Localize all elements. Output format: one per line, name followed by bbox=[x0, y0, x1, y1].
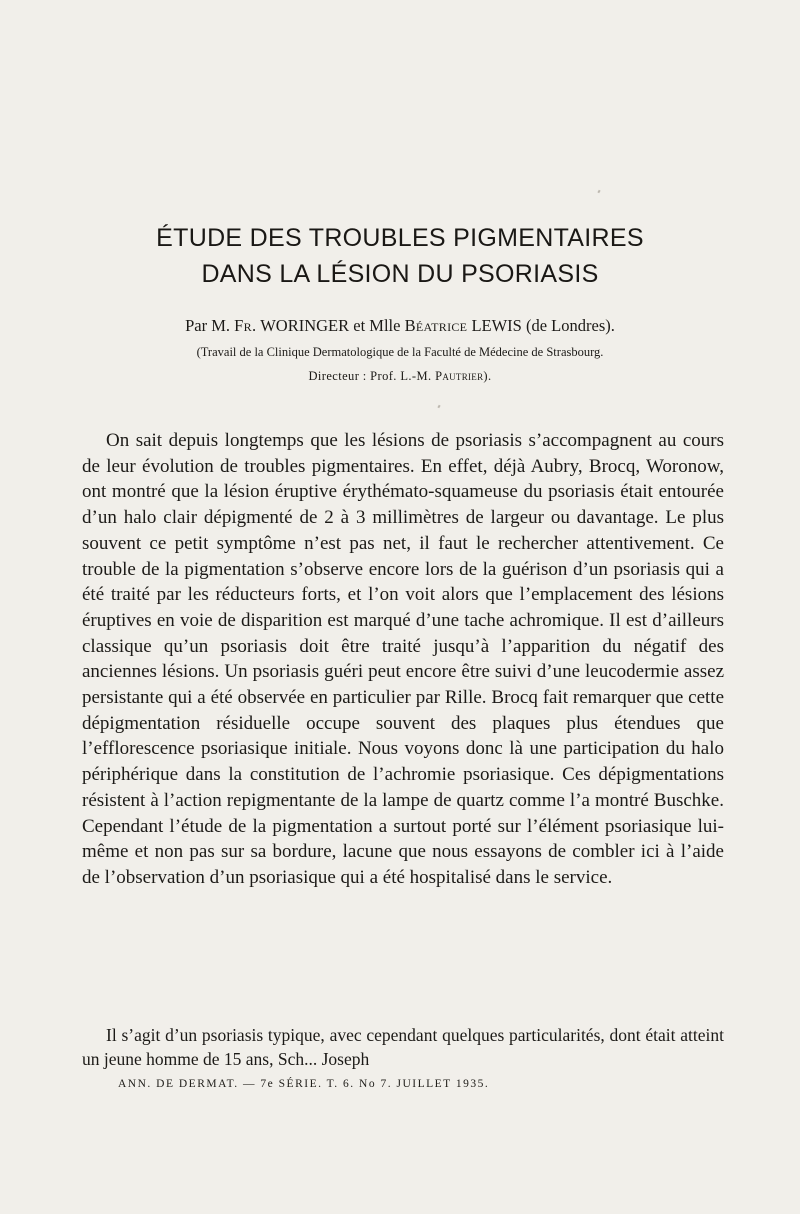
director-name: Pautrier bbox=[435, 369, 484, 383]
byline-prefix: Par M. bbox=[185, 316, 235, 335]
author2-first-name: Béatrice bbox=[404, 316, 468, 335]
affiliation-line-1: (Travail de la Clinique Dermatologique de la Faculté de Médecine de Strasbourg. bbox=[196, 345, 604, 359]
author1-last-name: WORINGER bbox=[256, 316, 350, 335]
affiliation-line-2 bbox=[80, 369, 720, 384]
journal-footer: ANN. DE DERMAT. — 7e SÉRIE. T. 6. No 7. JUILLET 1935. bbox=[118, 1078, 490, 1090]
paper-speck bbox=[437, 405, 440, 409]
affiliation-close: ). bbox=[483, 369, 492, 383]
article-title-line-1: ÉTUDE DES TROUBLES PIGMENTAIRES bbox=[156, 224, 644, 252]
body-paragraph-2: Il s’agit d’un psoriasis typique, avec cependant quelques particularités, dont était atteint un jeune homme de 15 ans, Sch... Joseph bbox=[82, 1025, 724, 1069]
director-label: Directeur : Prof. L.-M. bbox=[308, 369, 436, 383]
paper-speck bbox=[597, 190, 600, 194]
article-title-line-2: DANS LA LÉSION DU PSORIASIS bbox=[201, 260, 599, 288]
byline-conjunction: et Mlle bbox=[349, 316, 405, 335]
body-paragraph-1: On sait depuis longtemps que les lésions de psoriasis s’accompagnent au cours de leur évolution de troubles pigmentaires. En effet, déjà Aubry, Brocq, Woronow, ont montré que la lésion éruptive érythémato-squameuse du psoriasis était entourée d’un halo clair dépigmenté de 2 à 3 millimètres de largeur ou davantage. Le plus souvent ce petit symptôme n’est pas net, il faut le rechercher attentivement. Ce trouble de la pigmentation s’observe encore lors de la guérison d’un psoriasis qui a été traité par les réducteurs forts, et l’on voit alors que l’emplacement des lésions éruptives en voie de disparition est marqué d’une tache achromique. Il est d’ailleurs classique qu’un psoriasis doit être traité jusqu’à l’apparition du négatif des anciennes lésions. Un psoriasis guéri peut encore être suivi d’une leucodermie assez persistante qui a été observée en particulier par Rille. Brocq fait remarquer que cette dépigmentation résiduelle occupe souvent des plaques plus étendues que l’efflorescence psoriasique initiale. Nous voyons donc là une participation du halo périphérique dans la constitution de l’achromie psoriasique. Ces dépigmentations résistent à l’action repigmentante de la lampe de quartz comme l’a montré Buschke. Cependant l’étude de la pigmentation a surtout porté sur l’élément psoriasique lui-même et non pas sur sa bordure, lacune que nous essayons de combler ici à l’aide de l’observation d’un psoriasique qui a été hospitalisé dans le service. bbox=[82, 430, 724, 888]
author-byline bbox=[80, 316, 720, 336]
author1-first-name: Fr. bbox=[234, 316, 257, 335]
author2-last-name: LEWIS (de Londres). bbox=[467, 316, 615, 335]
